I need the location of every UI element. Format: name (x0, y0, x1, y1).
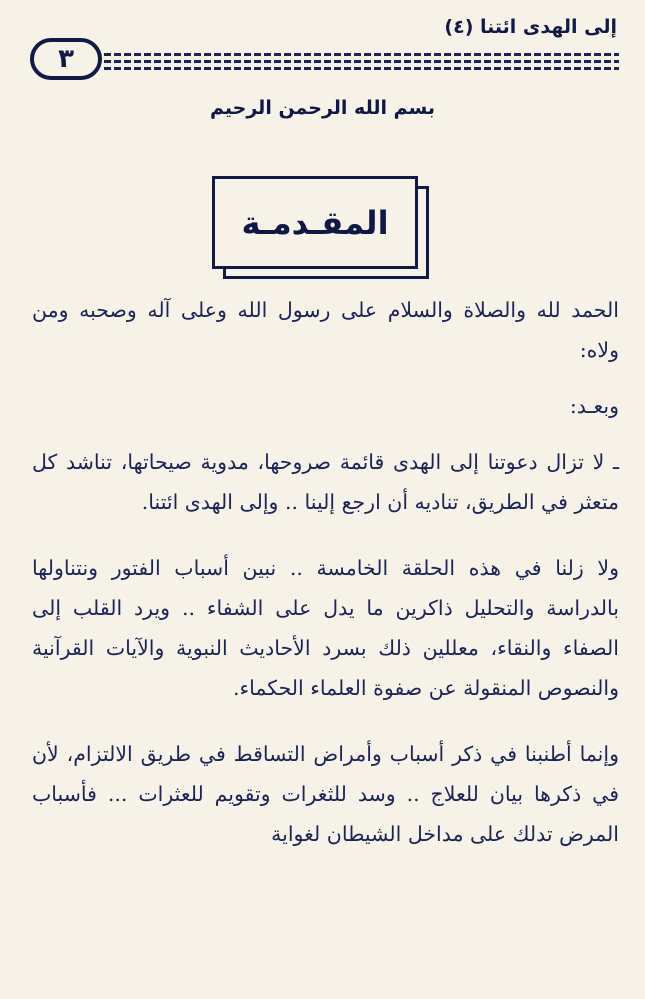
paragraph-fifth-part: ولا زلنا في هذه الحلقة الخامسة .. نبين أسباب الفتور ونتناولها بالدراسة والتحليل ذاكرين ما يدل على الشفاء .. ويرد القلب إلى الصفاء والنقاء، معللين ذلك بسرد الأحاديث النبوية والآيات القرآنية والنصوص المنقولة عن صفوة العلماء الحكماء. (32, 556, 619, 700)
running-title: إلى الهدى ائتنا (٤) (444, 16, 617, 38)
paragraph-opening: الحمد لله والصلاة والسلام على رسول الله وعلى آله وصحبه ومن ولاه: (32, 298, 619, 362)
section-heading: المقـدمـة (212, 176, 418, 269)
page-number: ٣ (30, 38, 102, 80)
paragraph-wabaad: وبعـد: (569, 394, 619, 418)
paragraph-call: ـ لا تزال دعوتنا إلى الهدى قائمة صروحها، مدوية صيحاتها، تناشد كل متعثر في الطريق، تناديه أن ارجع إلينا .. وإلى الهدى ائتنا. (32, 450, 619, 514)
basmala: بسم الله الرحمن الرحيم (210, 97, 435, 119)
header-rule (104, 67, 619, 70)
header-rule (104, 60, 619, 63)
body-text (32, 290, 619, 854)
header-rule (104, 53, 619, 56)
paragraph-elaboration: وإنما أطنبنا في ذكر أسباب وأمراض التساقط في طريق الالتزام، لأن في ذكرها بيان للعلاج .. وسد للثغرات وتقويم للعثرات ... فأسباب المرض تدلك على مداخل الشيطان لغواية (32, 742, 619, 846)
